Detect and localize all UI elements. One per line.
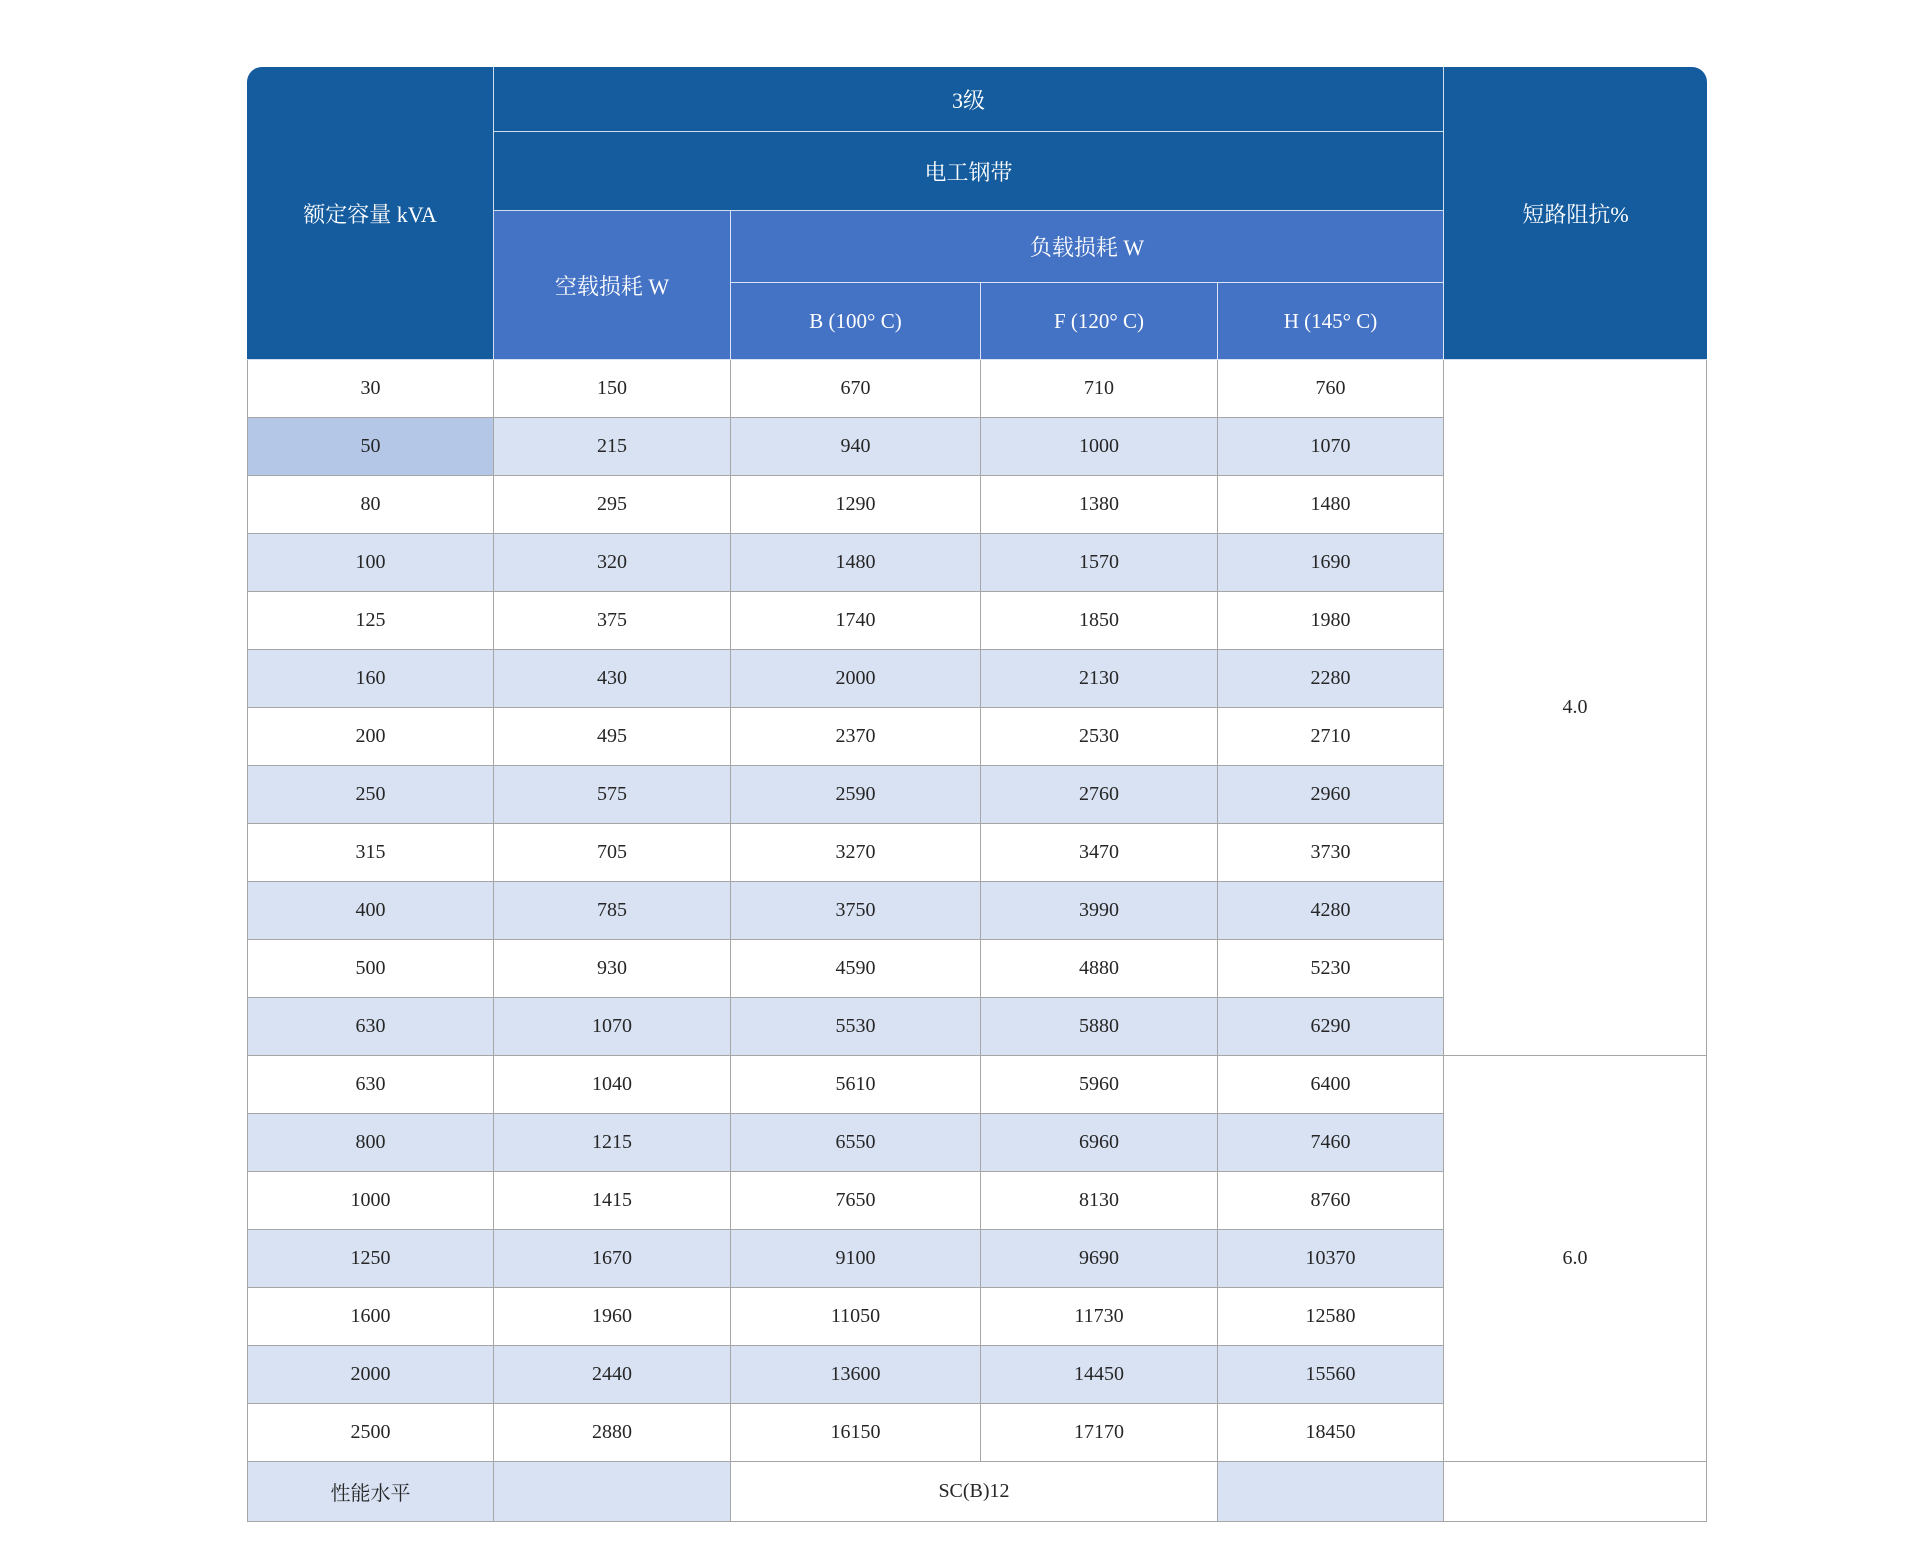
capacity-cell: 50 — [247, 418, 494, 476]
loss-h-cell: 4280 — [1218, 882, 1444, 940]
loss-h-cell: 15560 — [1218, 1346, 1444, 1404]
capacity-cell: 2500 — [247, 1404, 494, 1462]
header-load-loss: 负载损耗 W — [731, 211, 1444, 283]
loss-f-cell: 5960 — [981, 1056, 1218, 1114]
empty-cell — [1218, 1462, 1444, 1522]
capacity-cell: 630 — [247, 1056, 494, 1114]
loss-f-cell: 11730 — [981, 1288, 1218, 1346]
loss-h-cell: 3730 — [1218, 824, 1444, 882]
loss-f-cell: 17170 — [981, 1404, 1218, 1462]
no-load-loss-cell: 430 — [494, 650, 731, 708]
loss-h-cell: 1070 — [1218, 418, 1444, 476]
loss-f-cell: 8130 — [981, 1172, 1218, 1230]
impedance-value-cell: 6.0 — [1444, 1056, 1707, 1462]
header-row-level — [247, 67, 1707, 132]
no-load-loss-cell: 1670 — [494, 1230, 731, 1288]
no-load-loss-cell: 150 — [494, 360, 731, 418]
capacity-cell: 400 — [247, 882, 494, 940]
table-row — [247, 360, 1707, 418]
loss-h-cell: 7460 — [1218, 1114, 1444, 1172]
no-load-loss-cell: 575 — [494, 766, 731, 824]
no-load-loss-cell: 930 — [494, 940, 731, 998]
capacity-cell: 1000 — [247, 1172, 494, 1230]
capacity-cell: 80 — [247, 476, 494, 534]
capacity-cell: 160 — [247, 650, 494, 708]
loss-h-cell: 12580 — [1218, 1288, 1444, 1346]
no-load-loss-cell: 705 — [494, 824, 731, 882]
no-load-loss-cell: 1960 — [494, 1288, 731, 1346]
no-load-loss-cell: 215 — [494, 418, 731, 476]
loss-h-cell: 6290 — [1218, 998, 1444, 1056]
no-load-loss-cell: 320 — [494, 534, 731, 592]
empty-cell — [1444, 1462, 1707, 1522]
performance-value-cell: SC(B)12 — [731, 1462, 1218, 1522]
loss-f-cell: 710 — [981, 360, 1218, 418]
loss-b-cell: 940 — [731, 418, 981, 476]
loss-f-cell: 1570 — [981, 534, 1218, 592]
capacity-cell: 1250 — [247, 1230, 494, 1288]
loss-b-cell: 13600 — [731, 1346, 981, 1404]
loss-b-cell: 3750 — [731, 882, 981, 940]
table-footer — [247, 1462, 1707, 1522]
loss-b-cell: 1290 — [731, 476, 981, 534]
loss-b-cell: 2590 — [731, 766, 981, 824]
loss-f-cell: 2130 — [981, 650, 1218, 708]
loss-b-cell: 9100 — [731, 1230, 981, 1288]
loss-b-cell: 1480 — [731, 534, 981, 592]
loss-h-cell: 760 — [1218, 360, 1444, 418]
loss-b-cell: 11050 — [731, 1288, 981, 1346]
loss-f-cell: 1380 — [981, 476, 1218, 534]
loss-h-cell: 18450 — [1218, 1404, 1444, 1462]
loss-b-cell: 1740 — [731, 592, 981, 650]
table-row — [247, 1056, 1707, 1114]
loss-h-cell: 1690 — [1218, 534, 1444, 592]
loss-b-cell: 2370 — [731, 708, 981, 766]
loss-h-cell: 2710 — [1218, 708, 1444, 766]
header-level: 3级 — [494, 67, 1444, 132]
loss-f-cell: 2760 — [981, 766, 1218, 824]
capacity-cell: 315 — [247, 824, 494, 882]
loss-f-cell: 14450 — [981, 1346, 1218, 1404]
loss-b-cell: 6550 — [731, 1114, 981, 1172]
loss-f-cell: 1850 — [981, 592, 1218, 650]
no-load-loss-cell: 2880 — [494, 1404, 731, 1462]
loss-f-cell: 6960 — [981, 1114, 1218, 1172]
table-body — [247, 360, 1707, 1462]
performance-label-cell: 性能水平 — [247, 1462, 494, 1522]
capacity-cell: 2000 — [247, 1346, 494, 1404]
loss-b-cell: 16150 — [731, 1404, 981, 1462]
loss-f-cell: 9690 — [981, 1230, 1218, 1288]
loss-h-cell: 10370 — [1218, 1230, 1444, 1288]
header-rated-capacity: 额定容量 kVA — [247, 67, 494, 360]
no-load-loss-cell: 785 — [494, 882, 731, 940]
no-load-loss-cell: 2440 — [494, 1346, 731, 1404]
empty-cell — [494, 1462, 731, 1522]
table-header — [247, 67, 1707, 360]
loss-b-cell: 7650 — [731, 1172, 981, 1230]
capacity-cell: 630 — [247, 998, 494, 1056]
no-load-loss-cell: 1415 — [494, 1172, 731, 1230]
capacity-cell: 1600 — [247, 1288, 494, 1346]
loss-f-cell: 4880 — [981, 940, 1218, 998]
impedance-value-cell: 4.0 — [1444, 360, 1707, 1056]
header-material: 电工钢带 — [494, 132, 1444, 211]
header-class-f: F (120° C) — [981, 283, 1218, 360]
capacity-cell: 800 — [247, 1114, 494, 1172]
loss-b-cell: 5530 — [731, 998, 981, 1056]
loss-b-cell: 3270 — [731, 824, 981, 882]
loss-h-cell: 1480 — [1218, 476, 1444, 534]
no-load-loss-cell: 1215 — [494, 1114, 731, 1172]
capacity-cell: 250 — [247, 766, 494, 824]
capacity-cell: 200 — [247, 708, 494, 766]
capacity-cell: 500 — [247, 940, 494, 998]
no-load-loss-cell: 375 — [494, 592, 731, 650]
loss-f-cell: 5880 — [981, 998, 1218, 1056]
loss-b-cell: 4590 — [731, 940, 981, 998]
header-class-h: H (145° C) — [1218, 283, 1444, 360]
capacity-cell: 125 — [247, 592, 494, 650]
capacity-cell: 100 — [247, 534, 494, 592]
loss-h-cell: 6400 — [1218, 1056, 1444, 1114]
no-load-loss-cell: 295 — [494, 476, 731, 534]
loss-h-cell: 8760 — [1218, 1172, 1444, 1230]
loss-f-cell: 1000 — [981, 418, 1218, 476]
loss-b-cell: 2000 — [731, 650, 981, 708]
capacity-cell: 30 — [247, 360, 494, 418]
loss-b-cell: 670 — [731, 360, 981, 418]
header-short-circuit-impedance: 短路阻抗% — [1444, 67, 1707, 360]
loss-f-cell: 2530 — [981, 708, 1218, 766]
loss-h-cell: 5230 — [1218, 940, 1444, 998]
loss-h-cell: 2280 — [1218, 650, 1444, 708]
header-class-b: B (100° C) — [731, 283, 981, 360]
loss-f-cell: 3470 — [981, 824, 1218, 882]
loss-h-cell: 1980 — [1218, 592, 1444, 650]
no-load-loss-cell: 495 — [494, 708, 731, 766]
performance-level-row — [247, 1462, 1707, 1522]
no-load-loss-cell: 1070 — [494, 998, 731, 1056]
header-no-load-loss: 空载损耗 W — [494, 211, 731, 360]
transformer-loss-spec-table — [247, 67, 1707, 1522]
loss-h-cell: 2960 — [1218, 766, 1444, 824]
loss-f-cell: 3990 — [981, 882, 1218, 940]
loss-b-cell: 5610 — [731, 1056, 981, 1114]
no-load-loss-cell: 1040 — [494, 1056, 731, 1114]
